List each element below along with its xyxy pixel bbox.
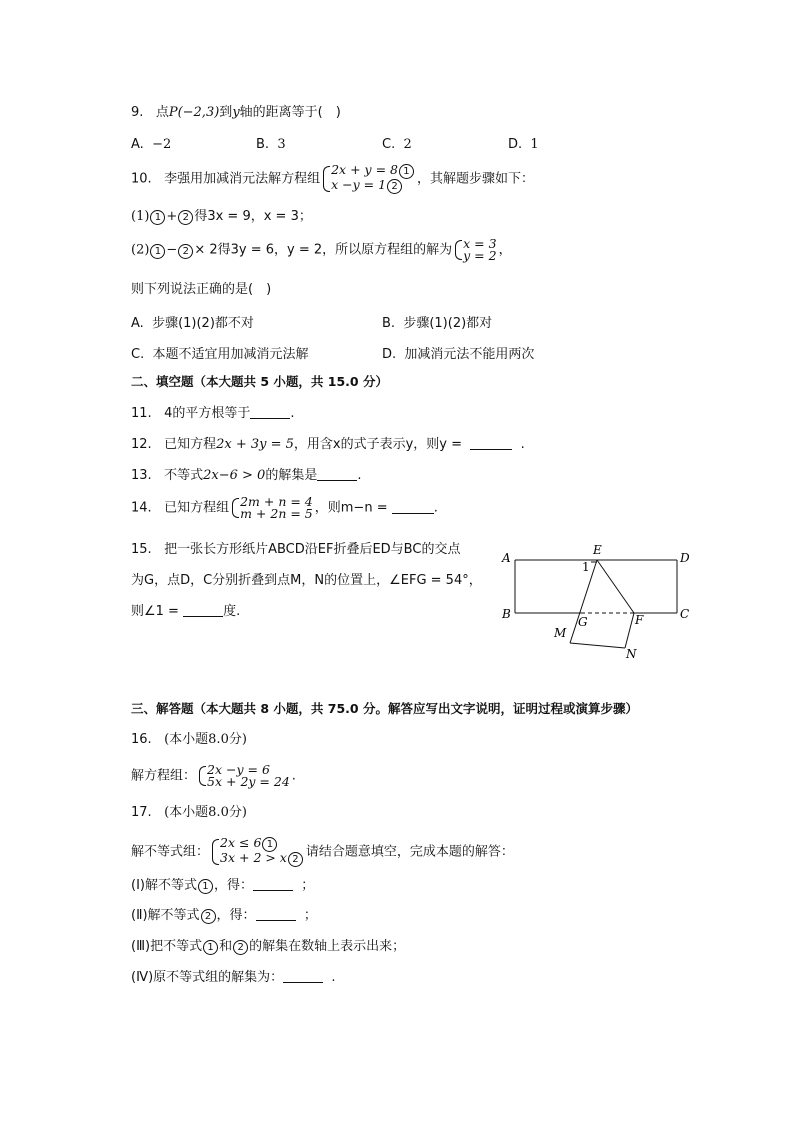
part-text: (Ⅰ)解不等式 [131, 878, 197, 893]
answer-blank[interactable] [470, 436, 512, 450]
answer-blank[interactable] [183, 603, 223, 617]
part-text: ，得： [213, 878, 253, 893]
inequality-system [211, 837, 304, 867]
question-9 [131, 104, 341, 122]
part-text: (Ⅱ)解不等式 [131, 908, 200, 923]
part-text: (Ⅲ)把不等式 [131, 939, 203, 954]
question-text: 轴的距离等于( ) [239, 105, 341, 120]
question-text: 已知方程 [164, 437, 217, 452]
option-a [131, 137, 171, 152]
question-text-line: 为G，点D，C分别折叠到点M，N的位置上，∠EFG = 54°， [131, 573, 482, 588]
punctuation: ； [301, 878, 315, 893]
question-number: 16. [131, 732, 152, 747]
question-17 [131, 804, 247, 822]
question-17-body [131, 837, 514, 867]
question-text: 解不等式组： [131, 844, 210, 860]
question-score: (本小题8.0分) [164, 732, 247, 747]
answer-blank[interactable] [256, 907, 296, 921]
option-letter: B. [256, 137, 270, 152]
part-1 [131, 877, 314, 895]
step-text: × 2得3y = 6，y = 2，所以原方程组的解为 [194, 242, 453, 258]
operator: + [166, 209, 178, 224]
question-text: 已知方程组 [164, 500, 230, 516]
label-f: F [635, 613, 644, 627]
folded-rectangle-figure [498, 540, 698, 665]
part-2 [131, 907, 317, 925]
circle-number: 2 [288, 852, 303, 867]
label-a: A [502, 551, 511, 565]
step-2 [131, 238, 512, 262]
inequality-1: 2x ≤ 6 [220, 835, 262, 850]
question-text: ，用含x的式子表示y，则y = [293, 437, 467, 452]
circle-number: 1 [203, 940, 218, 955]
section-heading: 二、填空题（本大题共 5 小题，共 15.0 分） [131, 374, 388, 389]
label-m: M [554, 626, 567, 640]
equation-2: m + 2n = 5 [240, 506, 313, 521]
part-text: ，得： [216, 908, 256, 923]
question-11 [131, 405, 295, 423]
question-text: 4的平方根等于 [164, 406, 251, 421]
question-16-body [131, 764, 296, 788]
question-text: 度. [223, 604, 241, 619]
math-point: P(−2,3) [168, 105, 220, 120]
question-text: 不等式 [164, 468, 204, 483]
punctuation: ， [498, 242, 512, 258]
question-number: 13. [131, 468, 152, 483]
label-g: G [578, 615, 588, 629]
circle-number: 1 [399, 164, 414, 179]
equation-system [231, 496, 313, 520]
step-prefix: (1) [131, 209, 150, 224]
answer-blank[interactable] [250, 405, 290, 419]
part-text: 的解集在数轴上表示出来； [249, 939, 406, 954]
circle-number: 1 [150, 210, 165, 225]
part-4 [131, 969, 336, 987]
question-number: 12. [131, 437, 152, 452]
circle-number: 2 [201, 909, 216, 924]
part-text: 和 [219, 939, 233, 954]
solution-1: x = 3 [463, 236, 497, 251]
question-number: 9. [131, 105, 144, 120]
step-1 [131, 208, 312, 226]
question-15 [131, 541, 460, 559]
answer-blank[interactable] [253, 877, 293, 891]
option-value: 本题不适宜用加减消元法解 [152, 347, 309, 362]
equation-system [322, 164, 415, 194]
answer-blank[interactable] [392, 500, 434, 514]
circle-number: 1 [150, 244, 165, 259]
option-letter: A. [131, 316, 144, 331]
question-text: 则∠1 = [131, 604, 184, 619]
option-value: 步骤(1)(2)都对 [403, 316, 493, 331]
question-text-line [131, 603, 240, 621]
question-number: 11. [131, 406, 152, 421]
option-value: 步骤(1)(2)都不对 [152, 316, 254, 331]
solution-2: y = 2 [463, 248, 497, 263]
question-12 [131, 436, 525, 454]
question-10 [131, 164, 534, 194]
option-value: 加减消元法不能用两次 [404, 347, 535, 362]
equation-2: 5x + 2y = 24 [207, 774, 290, 789]
punctuation: . [520, 437, 525, 452]
option-value: −2 [152, 137, 172, 152]
question-number: 17. [131, 805, 152, 820]
circle-number: 2 [387, 179, 402, 194]
label-angle-1: 1 [582, 560, 590, 574]
punctuation: ； [303, 908, 317, 923]
option-c [382, 137, 412, 152]
option-value: 3 [277, 137, 286, 152]
equation-1: 2x −y = 6 [207, 762, 270, 777]
option-letter: C. [382, 137, 396, 152]
punctuation: . [331, 970, 336, 985]
option-value: 2 [403, 137, 412, 152]
option-b [382, 312, 492, 331]
option-d [382, 343, 534, 362]
circle-number: 2 [178, 210, 193, 225]
math-axis: y [232, 105, 240, 120]
circle-number: 2 [178, 244, 193, 259]
section-heading: 三、解答题（本大题共 8 小题，共 75.0 分。解答应写出文字说明，证明过程或演算步骤） [131, 701, 638, 716]
label-c: C [680, 607, 690, 621]
question-text: 请结合题意填空，完成本题的解答： [305, 844, 514, 860]
question-number: 15. [131, 542, 152, 557]
label-n: N [626, 647, 637, 661]
circle-number: 1 [198, 879, 213, 894]
question-score: (本小题8.0分) [164, 805, 247, 820]
folded-edge-nf [625, 613, 634, 648]
question-text: 把一张长方形纸片ABCD沿EF折叠后ED与BC的交点 [164, 542, 461, 557]
question-prompt: 则下列说法正确的是( ) [131, 282, 272, 297]
question-14 [131, 496, 438, 520]
option-letter: A. [131, 137, 144, 152]
punctuation: . [433, 500, 438, 516]
step-text: 得3x = 9，x = 3； [194, 209, 312, 224]
option-letter: B. [382, 316, 396, 331]
question-text: 李强用加减消元法解方程组 [164, 171, 321, 187]
option-d [508, 137, 539, 152]
label-e: E [593, 543, 602, 557]
part-3 [131, 938, 405, 956]
question-16 [131, 731, 247, 749]
answer-blank[interactable] [283, 969, 323, 983]
punctuation: . [357, 468, 362, 483]
question-text: ，其解题步骤如下： [416, 171, 534, 187]
equation-system [198, 764, 290, 788]
part-text: (Ⅳ)原不等式组的解集为： [131, 970, 284, 985]
question-number: 10. [131, 171, 152, 187]
solution-system [454, 238, 496, 262]
math-equation: 2x + 3y = 5 [216, 437, 294, 452]
equation-1: 2x + y = 8 [331, 162, 398, 177]
circle-number: 1 [262, 837, 277, 852]
equation-2: x −y = 1 [331, 177, 387, 192]
label-d: D [680, 551, 690, 565]
option-letter: D. [508, 137, 523, 152]
question-number: 14. [131, 500, 152, 516]
question-text: 的解集是 [265, 468, 318, 483]
label-b: B [502, 607, 511, 621]
question-text: 解方程组： [131, 768, 197, 784]
circle-number: 2 [233, 940, 248, 955]
punctuation: . [291, 768, 296, 784]
operator: − [166, 242, 178, 258]
math-inequality: 2x−6 > 0 [203, 468, 266, 483]
option-letter: D. [382, 347, 397, 362]
answer-blank[interactable] [317, 467, 357, 481]
folded-edge-mn [570, 643, 625, 648]
option-value: 1 [530, 137, 539, 152]
fold-line-ef [597, 560, 634, 613]
option-a [131, 312, 254, 331]
question-13 [131, 467, 361, 485]
question-text: 到 [219, 105, 233, 120]
question-text: 点 [155, 105, 169, 120]
option-letter: C. [131, 347, 145, 362]
option-b [256, 137, 286, 152]
punctuation: . [290, 406, 295, 421]
question-text: ，则m−n = [314, 500, 392, 516]
equation-1: 2m + n = 4 [240, 494, 313, 509]
option-c [131, 343, 309, 362]
inequality-2: 3x + 2 > x [220, 850, 287, 865]
step-prefix: (2) [131, 242, 150, 258]
